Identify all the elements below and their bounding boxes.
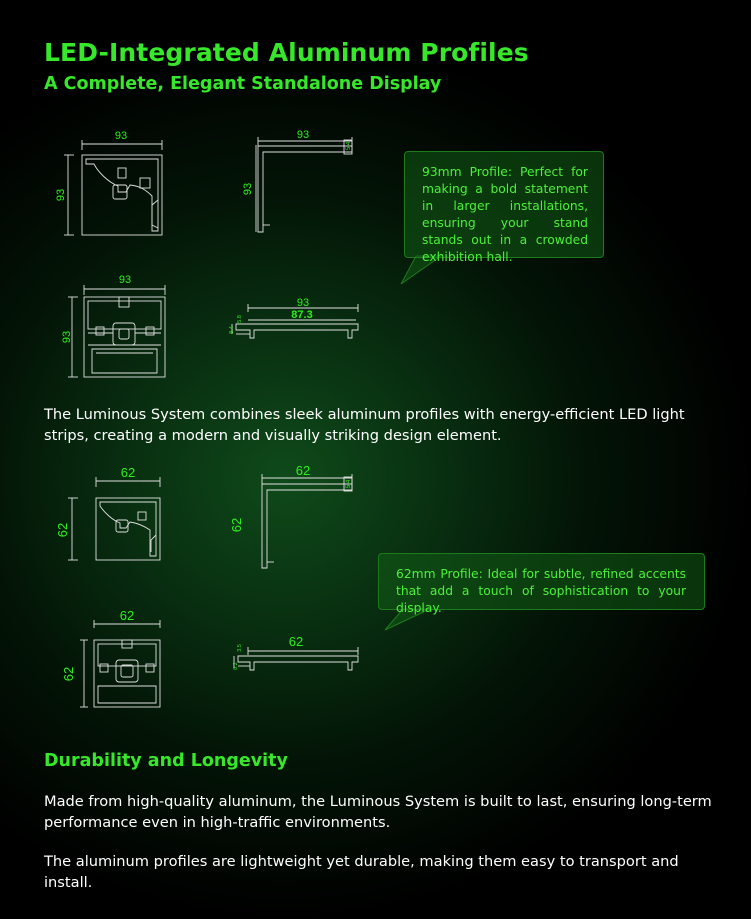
callout-93-text: 93mm Profile: Perfect for making a bold statement in larger installations, ensuring your stand stands out in a crowded exhibition hall. <box>422 165 588 264</box>
l-profile-93-drawing <box>256 137 352 232</box>
corner-profile-62-drawing <box>68 477 160 560</box>
dim-l-62-height: 62 <box>229 517 244 533</box>
callout-62-profile <box>378 553 705 615</box>
corner-profile-93-drawing <box>64 140 162 235</box>
durability-heading: Durability and Longevity <box>44 751 288 771</box>
l-profile-62-drawing <box>262 474 352 568</box>
callout-62-text: 62mm Profile: Ideal for subtle, refined accents that add a touch of sophistication to your display. <box>396 567 686 615</box>
dim-l-62-width: 62 <box>295 463 311 478</box>
flat-profile-62-drawing <box>234 647 358 670</box>
dim-flat-62-thickness-a: 8.2 <box>233 662 239 670</box>
dim-corner-93-width: 93 <box>114 130 128 142</box>
dim-l-93-thickness: 5.4 <box>346 141 352 151</box>
durability-paragraph-2: The aluminum profiles are lightweight yet durable, making them easy to transport and install. <box>44 853 679 891</box>
durability-paragraph-1: Made from high-quality aluminum, the Luminous System is built to last, ensuring long-term performance even in high-traffic environments. <box>44 793 712 831</box>
dim-corner-62-height: 62 <box>55 522 70 538</box>
box-profile-62-drawing <box>80 620 160 707</box>
page-title: LED-Integrated Aluminum Profiles <box>44 38 529 67</box>
page-subtitle: A Complete, Elegant Standalone Display <box>44 74 442 94</box>
dim-l-93-height: 93 <box>242 182 254 196</box>
intro-paragraph: The Luminous System combines sleek aluminum profiles with energy-efficient LED light strips, creating a modern and visually striking design element. <box>44 406 685 444</box>
dim-flat-93-thickness-a: 8.4 <box>229 326 235 334</box>
dim-flat-93-outer: 93 <box>296 297 310 309</box>
dim-l-93-width: 93 <box>296 129 310 141</box>
dim-box-62-height: 62 <box>61 666 76 682</box>
dim-box-62-width: 62 <box>119 608 135 623</box>
box-profile-93-drawing <box>68 285 165 377</box>
dim-flat-62-thickness-b: 3.5 <box>237 644 243 652</box>
dim-l-62-thickness: 5.4 <box>346 479 352 489</box>
dim-corner-62-width: 62 <box>120 465 136 480</box>
dim-flat-93-thickness-b: 5.8 <box>237 315 243 323</box>
dim-corner-93-height: 93 <box>55 188 67 202</box>
dim-flat-93-inner: 87.3 <box>291 309 313 321</box>
dim-box-93-width: 93 <box>118 274 132 286</box>
dim-flat-62-width: 62 <box>288 634 304 649</box>
callout-93-profile <box>404 151 604 264</box>
dim-box-93-height: 93 <box>61 330 73 344</box>
